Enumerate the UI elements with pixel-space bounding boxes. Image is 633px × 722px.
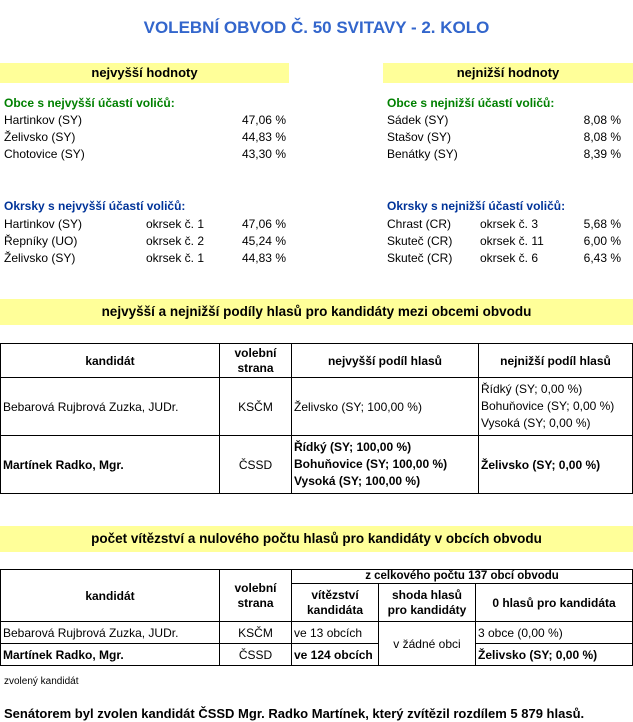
candidate-name: Bebarová Rujbrová Zuzka, JUDr. bbox=[1, 378, 220, 436]
highest-okrsky-list bbox=[4, 216, 286, 267]
list-item: Hartinkov (SY) 47,06 % bbox=[4, 113, 286, 127]
col-candidate: kandidát bbox=[1, 344, 220, 378]
zero-votes: 3 obce (0,00 %) bbox=[476, 622, 633, 644]
highest-header: nejvyšší hodnoty bbox=[0, 63, 289, 83]
col-group: z celkového počtu 137 obcí obvodu bbox=[292, 570, 633, 584]
table-row bbox=[1, 378, 633, 436]
wins-table bbox=[0, 569, 633, 666]
equal: v žádné obci bbox=[379, 622, 476, 666]
col-candidate: kandidát bbox=[1, 570, 220, 622]
party: KSČM bbox=[220, 622, 292, 644]
highest-obce-list bbox=[4, 112, 286, 163]
list-item: Sádek (SY) 8,08 % bbox=[387, 113, 621, 127]
candidate-name: Martínek Radko, Mgr. bbox=[1, 436, 220, 494]
list-item: Želivsko (SY) 44,83 % bbox=[4, 130, 286, 144]
party: KSČM bbox=[220, 378, 292, 436]
low-share: Řídký (SY; 0,00 %) Bohuňovice (SY; 0,00 %) Vysoká (SY; 0,00 %) bbox=[479, 378, 633, 436]
low-share: Želivsko (SY; 0,00 %) bbox=[479, 436, 633, 494]
candidate-name: Martínek Radko, Mgr. bbox=[1, 644, 220, 666]
section2-band: nejvyšší a nejnižší podíly hlasů pro kandidáty mezi obcemi obvodu bbox=[0, 299, 633, 325]
highest-obce-heading: Obce s nejvyšší účastí voličů: bbox=[4, 96, 175, 110]
lowest-okrsky-list bbox=[387, 216, 621, 267]
highest-okrsky-heading: Okrsky s nejvyšší účastí voličů: bbox=[4, 199, 186, 213]
lowest-okrsky-heading: Okrsky s nejnižší účastí voličů: bbox=[387, 199, 566, 213]
candidate-name: Bebarová Rujbrová Zuzka, JUDr. bbox=[1, 622, 220, 644]
table-header-row bbox=[1, 570, 633, 584]
col-party: volební strana bbox=[220, 344, 292, 378]
table-row bbox=[1, 436, 633, 494]
col-party: volební strana bbox=[220, 570, 292, 622]
list-item: Řepníky (UO) okrsek č. 2 45,24 % bbox=[4, 234, 286, 248]
col-zero: 0 hlasů pro kandidáta bbox=[476, 584, 633, 622]
col-high: nejvyšší podíl hlasů bbox=[292, 344, 479, 378]
share-table bbox=[0, 343, 633, 494]
list-item: Chrast (CR) okrsek č. 3 5,68 % bbox=[387, 217, 621, 231]
col-wins: vítězství kandidáta bbox=[292, 584, 379, 622]
party: ČSSD bbox=[220, 436, 292, 494]
section3-band: počet vítězství a nulového počtu hlasů pro kandidáty v obcích obvodu bbox=[0, 526, 633, 552]
table-row bbox=[1, 622, 633, 644]
wins: ve 124 obcích bbox=[292, 644, 379, 666]
zero-votes: Želivsko (SY; 0,00 %) bbox=[476, 644, 633, 666]
list-item: Skuteč (CR) okrsek č. 11 6,00 % bbox=[387, 234, 621, 248]
party: ČSSD bbox=[220, 644, 292, 666]
page-title: VOLEBNÍ OBVOD Č. 50 SVITAVY - 2. KOLO bbox=[143, 18, 490, 37]
list-item: Stašov (SY) 8,08 % bbox=[387, 130, 621, 144]
list-item: Hartinkov (SY) okrsek č. 1 47,06 % bbox=[4, 217, 286, 231]
col-low: nejnižší podíl hlasů bbox=[479, 344, 633, 378]
high-share: Řídký (SY; 100,00 %) Bohuňovice (SY; 100,00 %) Vysoká (SY; 100,00 %) bbox=[292, 436, 479, 494]
wins: ve 13 obcích bbox=[292, 622, 379, 644]
list-item: Chotovice (SY) 43,30 % bbox=[4, 147, 286, 161]
lowest-obce-list bbox=[387, 112, 621, 163]
table-header-row bbox=[1, 344, 633, 378]
final-statement: Senátorem byl zvolen kandidát ČSSD Mgr. Radko Martínek, který zvítězil rozdílem 5 879 hlasů. bbox=[4, 706, 585, 721]
high-share: Želivsko (SY; 100,00 %) bbox=[292, 378, 479, 436]
list-item: Skuteč (CR) okrsek č. 6 6,43 % bbox=[387, 251, 621, 265]
col-equal: shoda hlasů pro kandidáty bbox=[379, 584, 476, 622]
lowest-obce-heading: Obce s nejnižší účastí voličů: bbox=[387, 96, 555, 110]
list-item: Želivsko (SY) okrsek č. 1 44,83 % bbox=[4, 251, 286, 265]
footnote: zvolený kandidát bbox=[4, 676, 79, 687]
list-item: Benátky (SY) 8,39 % bbox=[387, 147, 621, 161]
table-row bbox=[1, 644, 633, 666]
lowest-header: nejnižší hodnoty bbox=[383, 63, 633, 83]
